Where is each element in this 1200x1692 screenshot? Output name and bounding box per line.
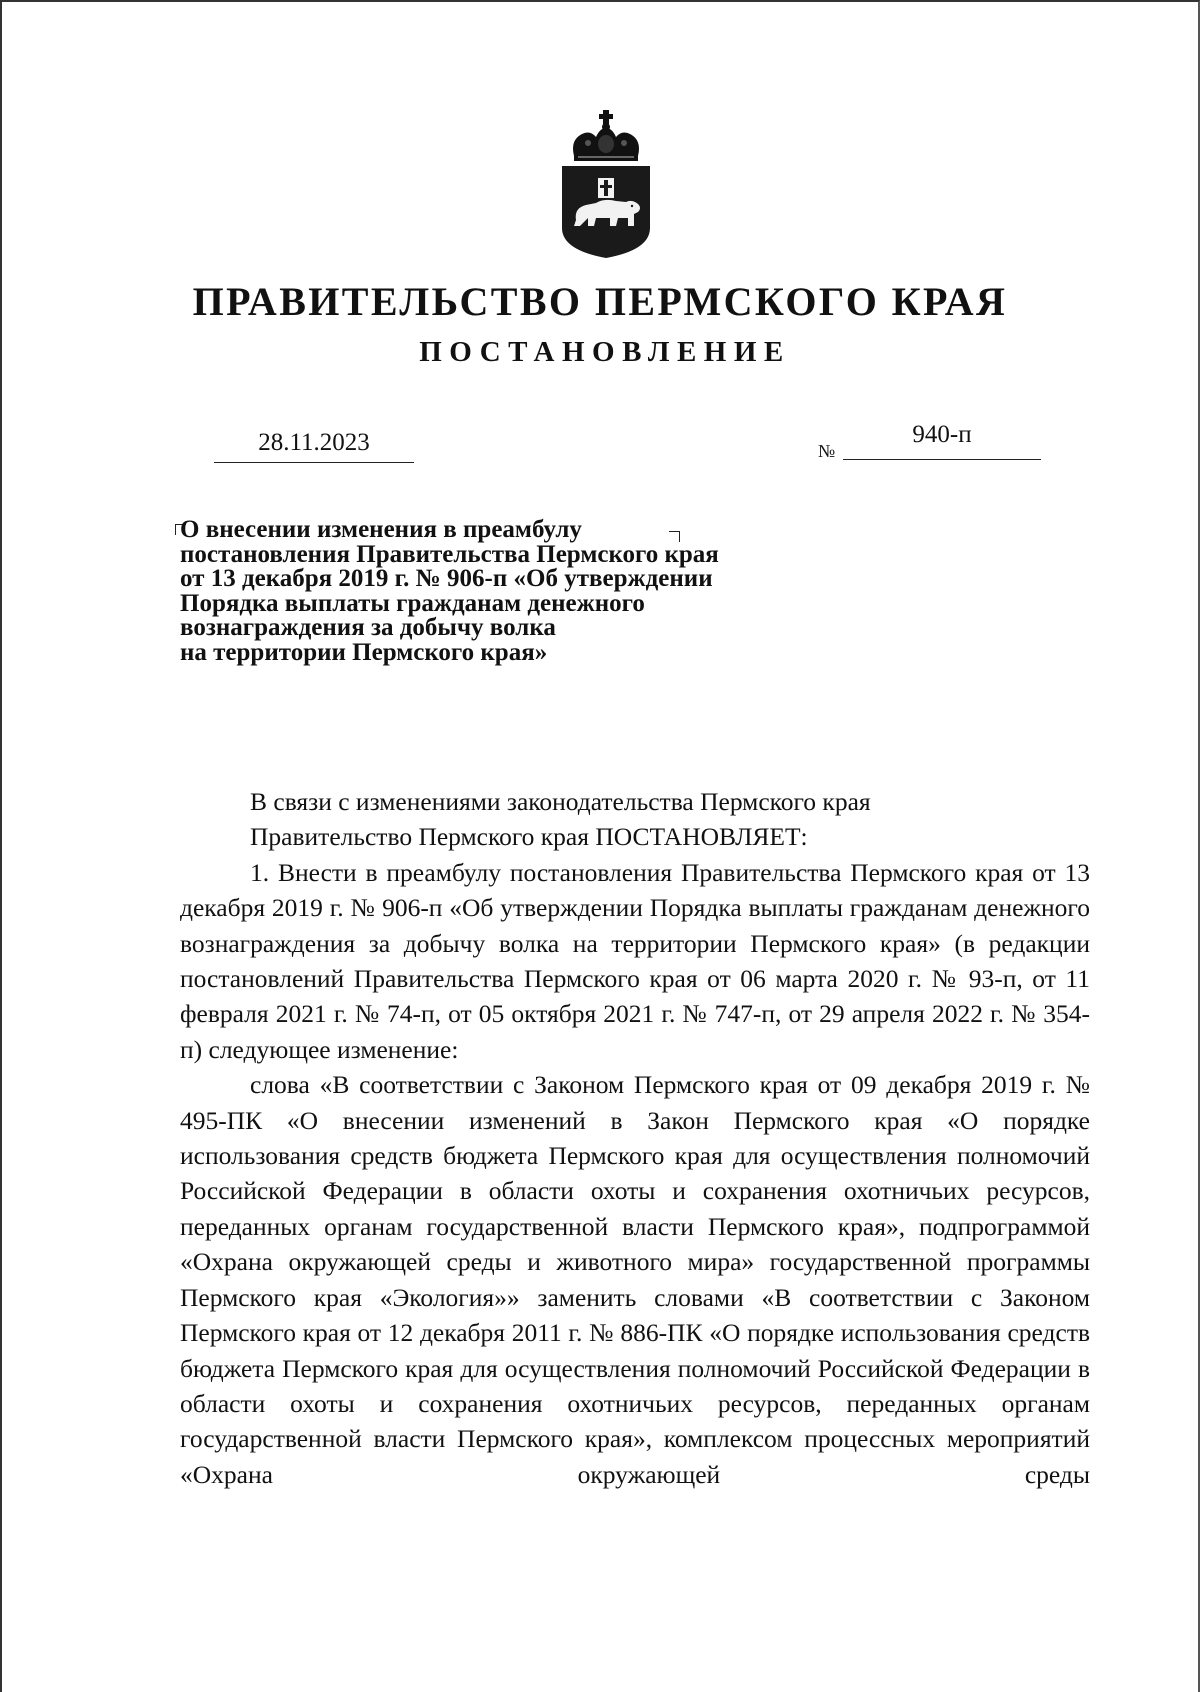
body-paragraph-preamble: В связи с изменениями законодательства Пермского края (250, 787, 871, 816)
subject-line: вознаграждения за добычу волка (180, 614, 556, 641)
document-number-label: № (818, 441, 836, 461)
document-body (180, 784, 1090, 1492)
document-number: 940-п (843, 417, 1041, 460)
document-date: 28.11.2023 (214, 424, 414, 463)
subject-line: Порядка выплаты гражданам денежного (180, 589, 645, 617)
subject-line: от 13 декабря 2019 г. № 906-п «Об утверждении (180, 565, 713, 592)
body-paragraph-item-1: 1. Внести в преамбулу постановления Правительства Пермского края от 13 декабря 2019 г. № 906-п «Об утверждении Порядка выплаты гражданам денежного вознаграждения за добычу волка на территории Пермского края» (в редакции постановлений Правительства Пермского края от 06 марта 2020 г. № 93-п, от 11 февраля 2021 г. № 74-п, от 05 октября 2021 г. № 747-п, от 29 апреля 2022 г. № 354-п) следующее изменение: (180, 857, 1090, 1064)
organization-title: ПРАВИТЕЛЬСТВО ПЕРМСКОГО КРАЯ (192, 279, 1008, 324)
document-type: ПОСТАНОВЛЕНИЕ (419, 336, 791, 368)
document-subject (180, 518, 820, 665)
subject-line: О внесении изменения в преамбулу (180, 516, 582, 543)
subject-line: на территории Пермского края» (180, 638, 548, 666)
subject-line: постановления Правительства Пермского края (180, 540, 719, 568)
body-paragraph-amendment: слова «В соответствии с Законом Пермского края от 09 декабря 2019 г. № 495-ПК «О внесении изменений в Закон Пермского края «О порядке использования средств бюджета Пермского края для осуществления полномочий Российской Федерации в области охоты и сохранения охотничьих ресурсов, переданных органам государственной власти Пермского края», подпрограммой «Охрана окружающей среды и животного мира» государственной программы Пермского края «Экология»» заменить словами «В соответствии с Законом Пермского края от 12 декабря 2011 г. № 886-ПК «О порядке использования средств бюджета Пермского края для осуществления полномочий Российской Федерации в области охоты и сохранения охотничьих ресурсов, переданных органам государственной власти Пермского края», комплексом процессных мероприятий «Охрана окружающей среды (180, 1070, 1090, 1489)
coat-of-arms-icon (560, 110, 652, 260)
body-paragraph-resolves: Правительство Пермского края ПОСТАНОВЛЯЕТ: (250, 822, 808, 852)
